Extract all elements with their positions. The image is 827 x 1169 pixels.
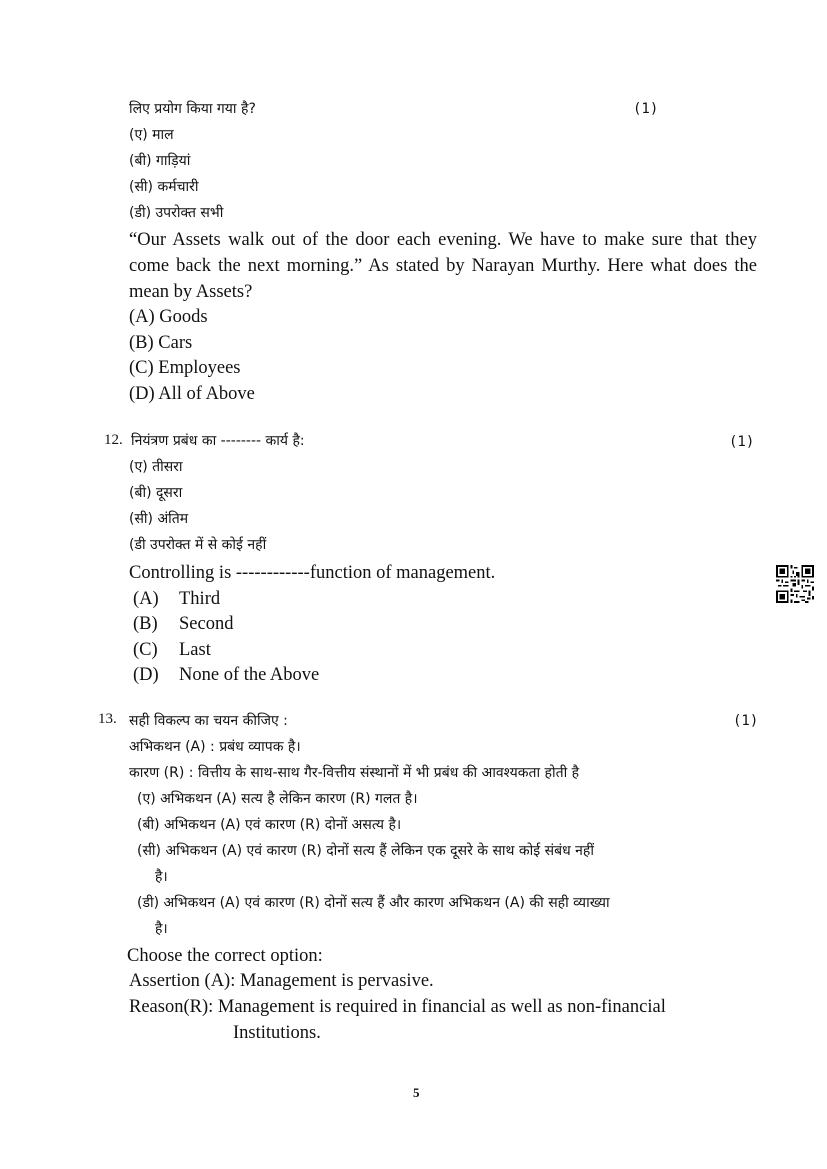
q13-english-instruction: Choose the correct option: bbox=[127, 946, 323, 966]
q11-hindi-question-tail: लिए प्रयोग किया गया है? bbox=[129, 101, 256, 117]
q13-english-assertion: Assertion (A): Management is pervasive. bbox=[129, 971, 434, 991]
q11-english-option-a: (A) Goods bbox=[129, 307, 208, 327]
q13-number: 13. bbox=[98, 711, 117, 727]
q13-hindi-option-b: (बी) अभिकथन (A) एवं कारण (R) दोनों असत्य है। bbox=[137, 817, 402, 833]
q11-hindi-option-c: (सी) कर्मचारी bbox=[129, 179, 199, 195]
q11-english-option-d: (D) All of Above bbox=[129, 384, 255, 404]
q12-english-option-c-label: (C) bbox=[133, 640, 158, 660]
q12-number: 12. bbox=[104, 432, 123, 448]
q13-hindi-question: सही विकल्प का चयन कीजिए : bbox=[129, 713, 288, 729]
q13-marks: (1) bbox=[733, 713, 759, 729]
q12-marks: (1) bbox=[729, 434, 755, 450]
q13-hindi-option-c: (सी) अभिकथन (A) एवं कारण (R) दोनों सत्य हैं लेकिन एक दूसरे के साथ कोई संबंध नहीं bbox=[137, 843, 594, 859]
q11-hindi-option-b: (बी) गाड़ियां bbox=[129, 153, 191, 169]
q11-marks: (1) bbox=[633, 101, 659, 117]
q12-english-option-a-label: (A) bbox=[133, 589, 159, 609]
q11-hindi-option-d: (डी) उपरोक्त सभी bbox=[129, 205, 224, 221]
q11-english-option-b: (B) Cars bbox=[129, 333, 193, 353]
q12-english-option-c-text: Last bbox=[179, 640, 211, 660]
q12-english-option-a-text: Third bbox=[179, 589, 221, 609]
q11-english-question-line-1: “Our Assets walk out of the door each evening. We have to make sure that they bbox=[129, 230, 757, 250]
q13-english-reason-cont: Institutions. bbox=[233, 1023, 321, 1043]
q12-english-option-d-text: None of the Above bbox=[179, 665, 320, 685]
q11-english-question-line-2: come back the next morning.” As stated by Narayan Murthy. Here what does the bbox=[129, 256, 757, 276]
q13-hindi-option-d: (डी) अभिकथन (A) एवं कारण (R) दोनों सत्य हैं और कारण अभिकथन (A) की सही व्याख्या bbox=[137, 895, 610, 911]
q11-hindi-option-a: (ए) माल bbox=[129, 127, 174, 143]
q12-hindi-option-c: (सी) अंतिम bbox=[129, 511, 189, 527]
q13-hindi-option-d-cont: है। bbox=[155, 921, 168, 937]
q11-english-option-c: (C) Employees bbox=[129, 358, 241, 378]
q12-english-option-b-label: (B) bbox=[133, 614, 158, 634]
q13-hindi-reason: कारण (R) : वित्तीय के साथ-साथ गैर-वित्तीय संस्थानों में भी प्रबंध की आवश्यकता होती है bbox=[129, 765, 580, 781]
q13-hindi-option-a: (ए) अभिकथन (A) सत्य है लेकिन कारण (R) गलत है। bbox=[137, 791, 418, 807]
q12-hindi-option-b: (बी) दूसरा bbox=[129, 485, 183, 501]
page-number: 5 bbox=[413, 1085, 420, 1100]
q12-english-option-d-label: (D) bbox=[133, 665, 159, 685]
qr-code-icon bbox=[776, 565, 814, 603]
q12-hindi-option-d: (डी उपरोक्त में से कोई नहीं bbox=[129, 537, 267, 553]
q12-hindi-option-a: (ए) तीसरा bbox=[129, 459, 183, 475]
q12-english-question: Controlling is ------------function of management. bbox=[129, 563, 496, 583]
q13-hindi-option-c-cont: है। bbox=[155, 869, 168, 885]
q13-english-reason: Reason(R): Management is required in financial as well as non-financial bbox=[129, 997, 666, 1017]
q13-hindi-assertion: अभिकथन (A) : प्रबंध व्यापक है। bbox=[129, 739, 301, 755]
q12-hindi-question: नियंत्रण प्रबंध का -------- कार्य है: bbox=[131, 433, 305, 449]
q12-english-option-b-text: Second bbox=[179, 614, 234, 634]
q11-english-question-line-3: mean by Assets? bbox=[129, 282, 253, 302]
